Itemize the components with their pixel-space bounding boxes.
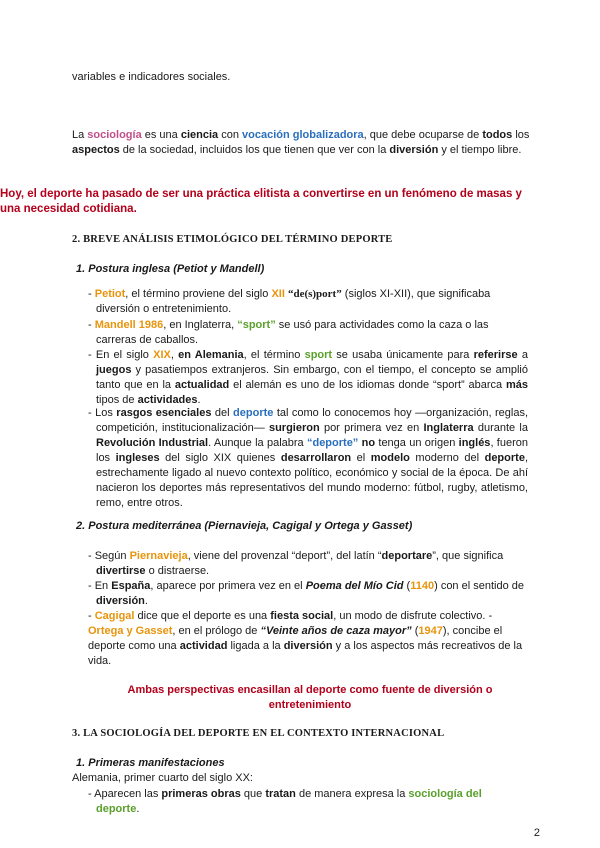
bullet-siglo-xix: - En el siglo XIX, en Alemania, el término sport se usaba únicamente para referirse a juegos y pasatiempos extranjeros. Sin embargo, con el tiempo, el concepto se amplió tanto que en la actualidad el alemán es uno de los idiomas donde “sport” abarca más tipos de actividades.	[88, 349, 529, 406]
bullet-rasgos: - Los rasgos esenciales del deporte tal como lo conocemos hoy —organización, reglas, competición, institucionalización— surgieron por primera vez en Inglaterra durante la Revolución Industrial. Aunque la palabra “deporte” no tenga un origen inglés, fueron los ingleses del siglo XIX quienes desarrollaron el modelo moderno del deporte, estrechamente ligado al nuevo contexto político, económico y social de la época. De ahí nacieron los deportes más representativos del mundo moderno: fútbol, rugby, atletismo, remo, entre otros.	[88, 407, 529, 509]
bullet-piernavieja: - Según Piernavieja, viene del provenzal “deport”, del latín “deportare”, que significa divertirse o distraerse.	[88, 550, 504, 577]
subsection-postura-inglesa: 1. Postura inglesa (Petiot y Mandell)	[76, 263, 265, 275]
term-sociologia: sociología	[87, 129, 142, 141]
bullet-petiot: - Petiot, el término proviene del siglo XII “de(s)port” (siglos XI-XII), que significaba diversión o entretenimiento.	[88, 288, 491, 315]
section-2-title: 2. BREVE ANÁLISIS ETIMOLÓGICO DEL TÉRMINO DEPORTE	[72, 234, 393, 245]
top-line: variables e indicadores sociales.	[72, 71, 231, 83]
highlight-statement: Hoy, el deporte ha pasado de ser una práctica elitista a convertirse en un fenómeno de masas y una necesidad cotidiana.	[0, 188, 522, 215]
page-number: 2	[533, 827, 540, 839]
conclusion-statement: Ambas perspectivas encasillan al deporte como fuente de diversión o entretenimiento	[127, 684, 493, 711]
bullet-primeras-obras: - Aparecen las primeras obras que tratan de manera expresa la sociología del deporte.	[88, 788, 482, 815]
bullet-espana: - En España, aparece por primera vez en el Poema del Mío Cid (1140) con el sentido de diversión.	[88, 580, 524, 607]
intro-paragraph: La sociología es una ciencia con vocación globalizadora, que debe ocuparse de todos los aspectos de la sociedad, incluidos los que tienen que ver con la diversión y el tiempo libre.	[72, 129, 530, 156]
section-3-title: 3. LA SOCIOLOGÍA DEL DEPORTE EN EL CONTEXTO INTERNACIONAL	[72, 728, 445, 739]
bullet-mandell: - Mandell 1986, en Inglaterra, “sport” se usó para actividades como la caza o las carreras de caballos.	[88, 319, 489, 346]
subsection-primeras-manifestaciones: 1. Primeras manifestaciones	[76, 757, 225, 769]
bullet-cagigal-ortega: - Cagigal dice que el deporte es una fiesta social, un modo de disfrute colectivo. - Ortega y Gasset, en el prólogo de “Veinte años de caza mayor” (1947), concibe el deporte como una actividad ligada a la diversión y a los aspectos más recreativos de la vida.	[88, 610, 523, 667]
subsection-postura-mediterranea: 2. Postura mediterránea (Piernavieja, Cagigal y Ortega y Gasset)	[76, 520, 413, 532]
alemania-line: Alemania, primer cuarto del siglo XX:	[72, 772, 253, 784]
